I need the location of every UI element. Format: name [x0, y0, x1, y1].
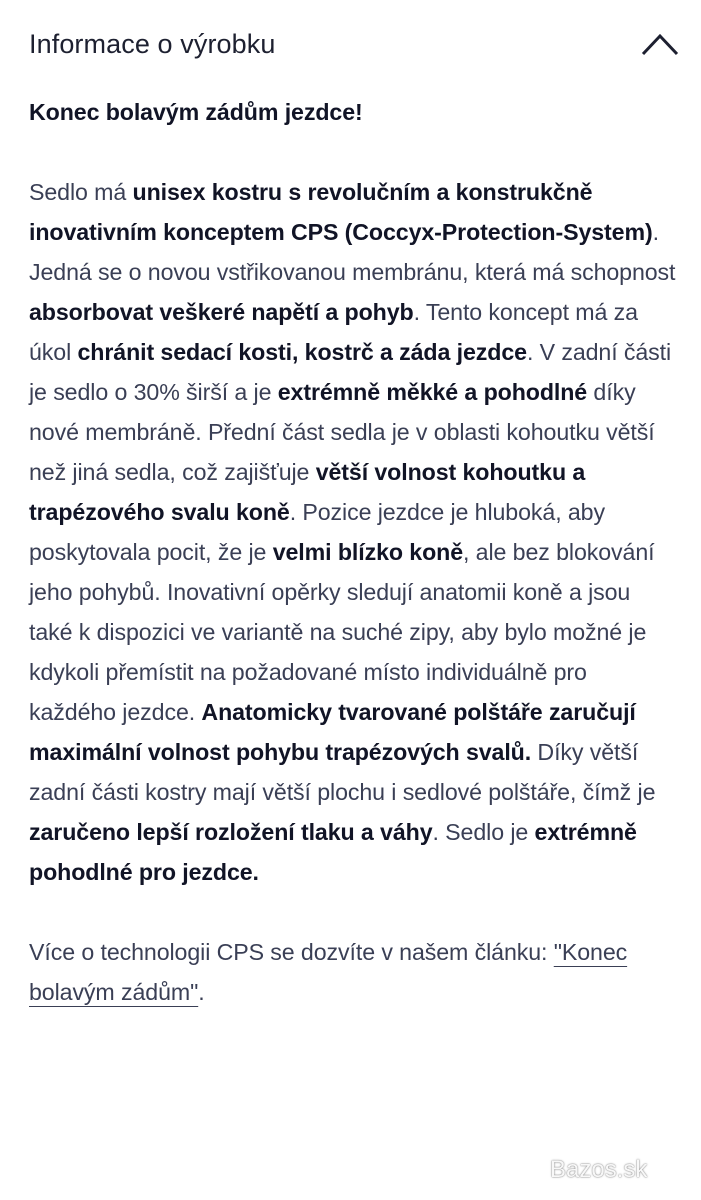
more-info-paragraph — [29, 932, 679, 1012]
description-text: . Sedlo je — [432, 819, 535, 845]
description-heading: Konec bolavým zádům jezdce! — [29, 99, 363, 125]
watermark-text: Bazos.sk — [550, 1156, 648, 1183]
description-text: Sedlo má — [29, 179, 133, 205]
description-highlight: extrémně pohodlné pro jezdce. — [29, 819, 637, 885]
description-text: , ale bez blokování jeho pohybů. Inovativní opěrky sledují anatomii koně a jsou také k dispozici ve variantě na suché zipy, aby bylo možné je kdykoli přemístit na požadované místo individuálně pro každého jezdce. — [29, 539, 655, 725]
product-description — [29, 92, 679, 1012]
description-text: Díky větší zadní části kostry mají větší plochu i sedlové polštáře, čímž je — [29, 739, 656, 805]
more-info-text: Více o technologii CPS se dozvíte v našem článku: — [29, 939, 554, 965]
accordion-title: Informace o výrobku — [29, 28, 276, 59]
description-highlight: extrémně měkké a pohodlné — [277, 379, 588, 405]
description-text: díky nové membráně. Přední část sedla je v oblasti kohoutku větší než jiná sedla, což zajišťuje — [29, 379, 655, 485]
accordion-header-product-info[interactable] — [29, 22, 679, 66]
description-highlight: větší volnost kohoutku a trapézového svalu koně — [29, 459, 586, 525]
chevron-up-icon[interactable] — [641, 32, 679, 56]
description-text: . Jedná se o novou vstřikovanou membránu, která má schopnost — [29, 219, 676, 285]
article-link-suffix: . — [198, 979, 205, 1005]
description-highlight: velmi blízko koně — [272, 539, 463, 565]
article-link[interactable]: "Konec bolavým zádům" — [29, 939, 628, 1005]
description-paragraph — [29, 172, 679, 892]
description-highlight: absorbovat veškeré napětí a pohyb — [29, 299, 414, 325]
description-text: . V zadní části je sedlo o 30% širší a je — [29, 339, 672, 405]
description-highlight: unisex kostru s revolučním a konstrukčně inovativním konceptem CPS (Coccyx-Protection-System) — [29, 179, 653, 245]
at-swirl-icon — [504, 1153, 544, 1187]
description-highlight: zaručeno lepší rozložení tlaku a váhy — [29, 819, 433, 845]
description-highlight: chránit sedací kosti, kostrč a záda jezdce — [77, 339, 527, 365]
description-text: . Pozice jezdce je hluboká, aby poskytovala pocit, že je — [29, 499, 605, 565]
description-text: . Tento koncept má za úkol — [29, 299, 638, 365]
watermark — [504, 1150, 647, 1190]
description-highlight: Anatomicky tvarované polštáře zaručují maximální volnost pohybu trapézových svalů. — [29, 699, 636, 765]
